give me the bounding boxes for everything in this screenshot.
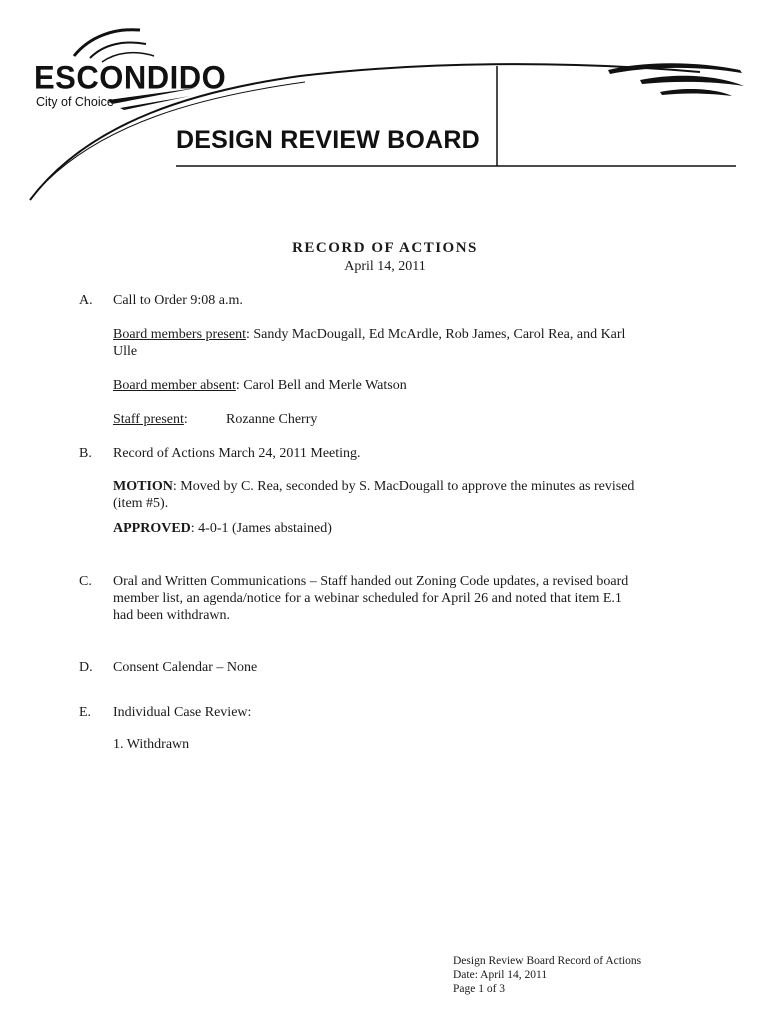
page-footer [453, 954, 641, 996]
city-logo-name: ESCONDIDO [34, 59, 227, 96]
board-members-present-names-cont: Ulle [113, 344, 138, 359]
record-date: April 14, 2011 [344, 259, 426, 274]
board-title: DESIGN REVIEW BOARD [176, 126, 480, 154]
item-e-text: Individual Case Review: [113, 705, 252, 720]
item-b-letter: B. [79, 446, 92, 461]
board-members-present-label: Board members present [113, 327, 246, 342]
staff-present-label: Staff present [113, 412, 184, 427]
footer-page-number: Page 1 of 3 [453, 983, 506, 995]
letterhead [0, 0, 770, 210]
item-e-letter: E. [79, 705, 92, 720]
motion-label: MOTION [113, 479, 173, 494]
motion-line [113, 478, 634, 495]
approved-label: APPROVED [113, 521, 191, 536]
board-member-absent [113, 377, 407, 394]
board-member-absent-label: Board member absent [113, 378, 236, 393]
item-a-text: Call to Order 9:08 a.m. [113, 293, 243, 308]
item-c-line-2: member list, an agenda/notice for a webinar scheduled for April 26 and noted that item E.1 [113, 591, 622, 606]
item-d-letter: D. [79, 660, 93, 675]
motion-text: : Moved by C. Rea, seconded by S. MacDougall to approve the minutes as revised [172, 479, 635, 494]
staff-present-names: Rozanne Cherry [226, 412, 318, 427]
footer-doc-title: Design Review Board Record of Actions [453, 955, 642, 967]
item-d-text: Consent Calendar – None [113, 660, 258, 675]
board-member-absent-names: : Carol Bell and Merle Watson [235, 378, 407, 393]
city-logo-tagline: City of Choice [36, 95, 114, 109]
letterhead-swoosh-graphic [0, 0, 770, 210]
item-a-letter: A. [79, 293, 93, 308]
staff-present [113, 411, 188, 428]
staff-present-colon: : [183, 412, 188, 427]
record-title: RECORD OF ACTIONS [292, 240, 478, 256]
item-c-line-3: had been withdrawn. [113, 608, 231, 623]
motion-text-cont: (item #5). [113, 496, 169, 511]
item-c-letter: C. [79, 574, 92, 589]
footer-date: Date: April 14, 2011 [453, 969, 548, 981]
approved-line [113, 520, 332, 537]
item-e-sub-1: 1. Withdrawn [113, 737, 190, 752]
approved-text: : 4-0-1 (James abstained) [190, 521, 332, 536]
item-b-text: Record of Actions March 24, 2011 Meeting. [113, 446, 361, 461]
board-members-present [113, 326, 625, 343]
item-c-line-1: Oral and Written Communications – Staff handed out Zoning Code updates, a revised board [113, 574, 629, 589]
board-members-present-names: : Sandy MacDougall, Ed McArdle, Rob James, Carol Rea, and Karl [245, 327, 626, 342]
